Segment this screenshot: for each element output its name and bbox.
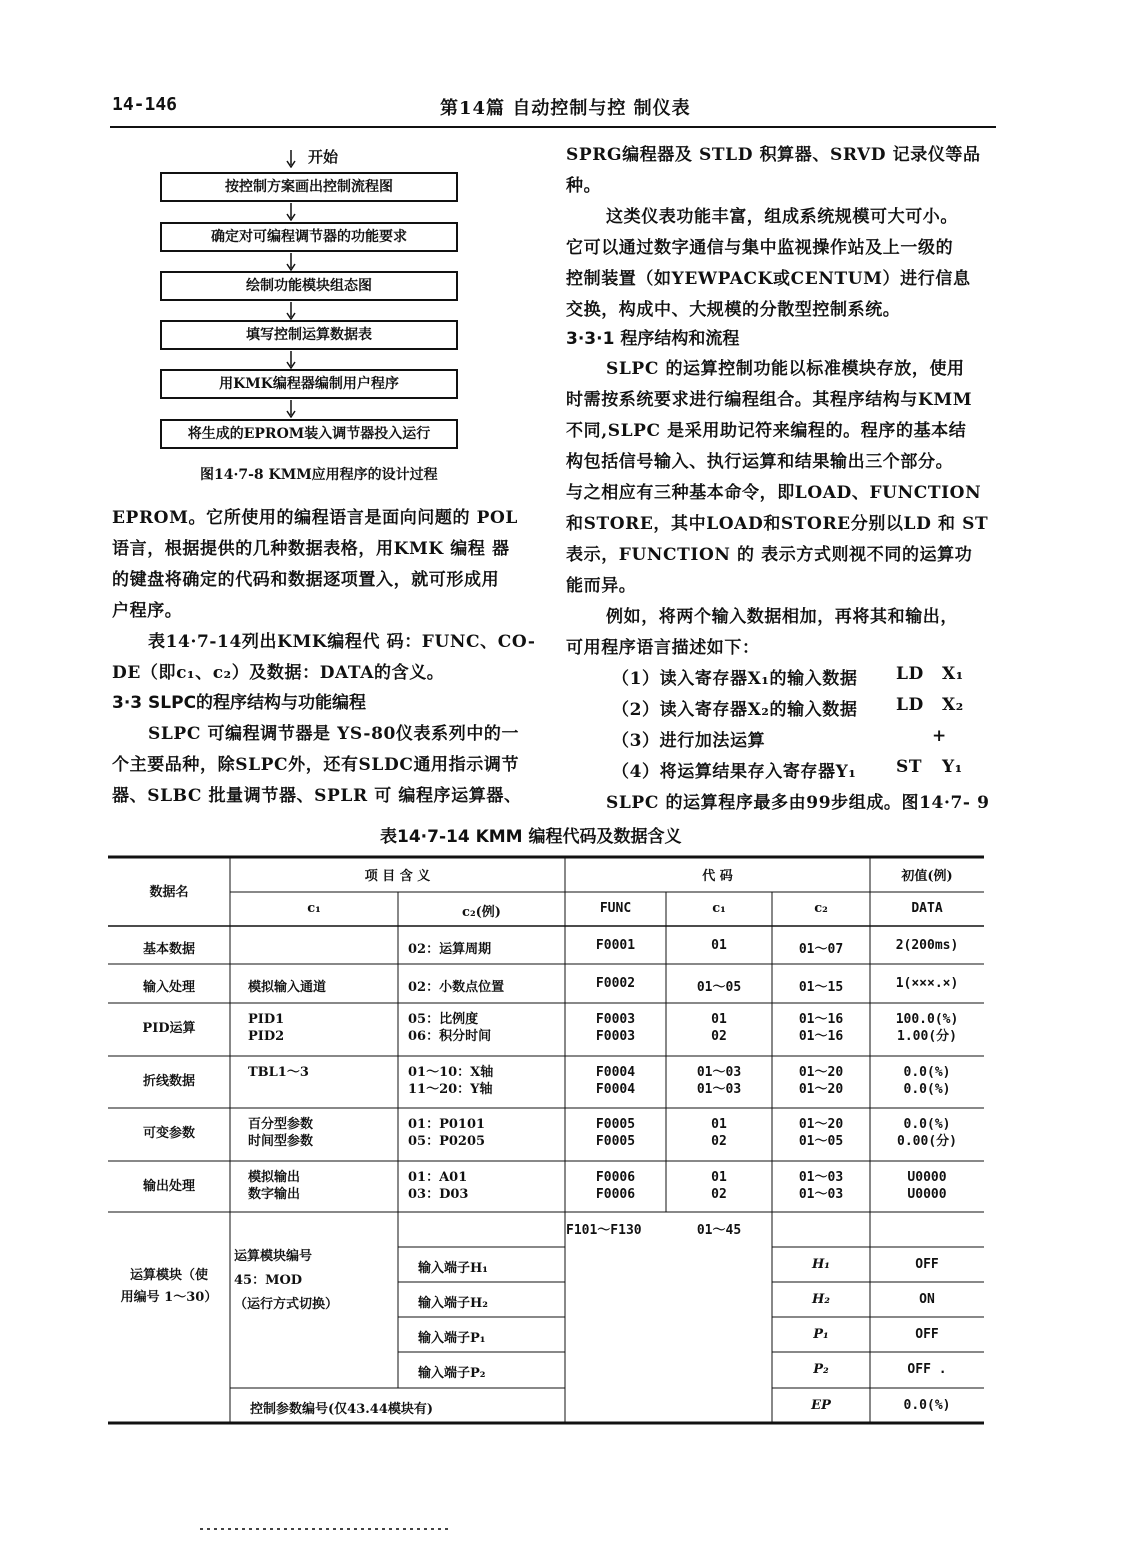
arrow-down-icon — [285, 150, 297, 168]
text-line: 器、SLBC 批量调节器、SPLR 可 编程序运算器、 — [112, 786, 522, 806]
row-cc2: 01～07 — [798, 942, 844, 957]
text-line: 这类仪表功能丰富，组成系统规模可大可小。 — [606, 207, 958, 227]
text-line: 表示，FUNCTION 的 表示方式则视不同的运算功 — [566, 545, 973, 565]
terminal-label: 输入端子P₁ — [418, 1331, 486, 1346]
flowchart-start: 开始 — [308, 148, 339, 166]
row-cc2: 01～16 01～16 — [798, 1012, 844, 1044]
text-line: 可用程序语言描述如下： — [566, 638, 760, 658]
row-data: 0.0(%) 0.00(分) — [897, 1117, 957, 1149]
terminal-code: P₁ — [813, 1327, 829, 1342]
row-cc2: 01～20 01～20 — [798, 1065, 844, 1097]
header-rule — [110, 126, 996, 128]
col-header-cc1: c₁ — [712, 901, 726, 916]
col-header-meaning: 项 目 含 义 — [364, 869, 431, 884]
row-func: F0004 F0004 — [595, 1065, 636, 1097]
row-c1: PID1 PID2 — [248, 1012, 285, 1044]
row-cc2: 01～20 01～05 — [798, 1117, 844, 1149]
figure-caption: 图14·7-8 KMM应用程序的设计过程 — [200, 467, 438, 483]
row-name: PID运算 — [142, 1021, 196, 1036]
row-cc1: 01 02 — [711, 1012, 727, 1044]
arrow-down-icon — [285, 400, 297, 418]
row-cc1: 01 02 — [711, 1170, 727, 1202]
row-name: 基本数据 — [142, 942, 195, 957]
terminal-label: 输入端子H₂ — [418, 1296, 488, 1311]
text-line: 户程序。 — [112, 601, 183, 621]
text-line: 表14·7-14列出KMK编程代 码：FUNC、CO- — [148, 632, 536, 652]
row-func: F0002 — [595, 976, 636, 991]
text-line: 控制装置（如YEWPACK或CENTUM）进行信息 — [566, 269, 971, 289]
row-data: 0.0(%) 0.0(%) — [903, 1065, 951, 1097]
subsection-heading: 3·3·1 程序结构和流程 — [566, 329, 740, 349]
program-step-arg: Y₁ — [942, 757, 963, 777]
col-header-data: DATA — [911, 901, 943, 916]
row-cc1: 01～03 01～03 — [696, 1065, 742, 1097]
row-c2: 02：小数点位置 — [408, 980, 505, 995]
row-data: 1(×××.×) — [895, 976, 959, 991]
arrow-down-icon — [285, 302, 297, 320]
text-line: 个主要品种，除SLPC外，还有SLDC通用指示调节 — [112, 755, 520, 775]
program-step-op: LD — [896, 664, 924, 684]
text-line: 与之相应有三种基本命令，即LOAD、FUNCTION — [566, 483, 982, 503]
flowchart-step-4: 填写控制运算数据表 — [160, 320, 458, 350]
row-func: F0006 F0006 — [595, 1170, 636, 1202]
row-c1: 百分型参数 时间型参数 — [248, 1117, 314, 1149]
row-name: 输出处理 — [142, 1179, 195, 1194]
row-c2: 01：A01 03：D03 — [408, 1170, 469, 1202]
text-line: SPRG编程器及 STLD 积算器、SRVD 记录仪等品 — [566, 145, 981, 165]
text-line: SLPC 的运算程序最多由99步组成。图14·7- 9 — [606, 793, 990, 813]
section-heading: 3·3 SLPC的程序结构与功能编程 — [112, 693, 367, 713]
text-line: 和STORE，其中LOAD和STORE分别以LD 和 ST — [566, 514, 989, 534]
text-line: 它可以通过数字通信与集中监视操作站及上一级的 — [566, 238, 954, 258]
module-name: 运算模块（使 用编号 1～30） — [120, 1268, 218, 1305]
module-cc1: 01～45 — [696, 1223, 742, 1238]
ep-code: EP — [811, 1398, 831, 1413]
program-step-arg: X₁ — [942, 664, 964, 684]
row-func: F0003 F0003 — [595, 1012, 636, 1044]
page-number: 14-146 — [112, 94, 178, 115]
col-header-c2ex: c₂(例) — [462, 905, 501, 920]
row-c2: 01～10：X轴 11～20：Y轴 — [408, 1065, 494, 1097]
row-cc1: 01～05 — [696, 980, 742, 995]
flowchart-step-6: 将生成的EPROM装入调节器投入运行 — [160, 419, 458, 449]
flowchart-step-5: 用KMK编程器编制用户程序 — [160, 369, 458, 399]
text-line: 不同,SLPC 是采用助记符来编程的。程序的基本结 — [566, 421, 967, 441]
section-title: 第14篇 自动控制与控 制仪表 — [440, 98, 691, 119]
row-func: F0005 F0005 — [595, 1117, 636, 1149]
terminal-code: H₁ — [812, 1257, 830, 1272]
row-data: 100.0(%) 1.00(分) — [895, 1012, 959, 1044]
arrow-down-icon — [285, 253, 297, 271]
terminal-code: P₂ — [813, 1362, 829, 1377]
col-header-cc2: c₂ — [814, 901, 828, 916]
program-step-op: ST — [896, 757, 923, 777]
text-line: EPROM。它所使用的编程语言是面向问题的 POL — [112, 508, 518, 528]
col-header-init: 初值(例) — [901, 869, 953, 884]
program-step-op: + — [932, 726, 947, 746]
flowchart-step-3: 绘制功能模块组态图 — [160, 271, 458, 301]
row-c1: TBL1～3 — [248, 1065, 309, 1080]
terminal-code: H₂ — [812, 1292, 830, 1307]
text-line: 构包括信号输入、执行运算和结果输出三个部分。 — [566, 452, 954, 472]
row-name: 折线数据 — [142, 1074, 195, 1089]
col-header-code: 代 码 — [702, 869, 733, 884]
col-header-name: 数据名 — [149, 885, 189, 900]
module-c1: 运算模块编号 45：MOD （运行方式切换） — [234, 1249, 339, 1312]
row-c1: 模拟输出 数字输出 — [248, 1170, 301, 1202]
row-c2: 01：P0101 05：P0205 — [408, 1117, 486, 1149]
arrow-down-icon — [285, 351, 297, 369]
text-line: 的键盘将确定的代码和数据逐项置入，就可形成用 — [112, 570, 500, 590]
program-step-desc: （1）读入寄存器X₁的输入数据 — [612, 669, 858, 689]
text-line: SLPC 可编程调节器是 YS-80仪表系列中的一 — [148, 724, 520, 744]
row-func: F0001 — [595, 938, 636, 953]
program-step-arg: X₂ — [942, 695, 964, 715]
program-step-op: LD — [896, 695, 924, 715]
text-line: 语言，根据提供的几种数据表格，用KMK 编程 器 — [112, 539, 510, 559]
text-line: DE（即c₁、c₂）及数据：DATA的含义。 — [112, 663, 445, 683]
program-step-desc: （3）进行加法运算 — [612, 731, 766, 751]
table-title: 表14·7-14 KMM 编程代码及数据含义 — [380, 827, 682, 847]
row-c2: 05：比例度 06：积分时间 — [408, 1012, 492, 1044]
terminal-label: 输入端子H₁ — [418, 1261, 488, 1276]
col-header-func: FUNC — [599, 901, 632, 916]
terminal-label: 输入端子P₂ — [418, 1366, 486, 1381]
scan-artifact — [200, 1528, 450, 1530]
text-line: 时需按系统要求进行编程组合。其程序结构与KMM — [566, 390, 973, 410]
text-line: 能而异。 — [566, 576, 637, 596]
terminal-data: OFF — [915, 1257, 939, 1272]
text-line: 交换，构成中、大规模的分散型控制系统。 — [566, 300, 901, 320]
code-table — [108, 855, 984, 1427]
terminal-data: ON — [919, 1292, 935, 1307]
terminal-data: OFF . — [907, 1362, 947, 1377]
row-cc2: 01～15 — [798, 980, 844, 995]
text-line: SLPC 的运算控制功能以标准模块存放，使用 — [606, 359, 965, 379]
flowchart-step-2: 确定对可编程调节器的功能要求 — [160, 222, 458, 252]
row-data: U0000 U0000 — [907, 1170, 947, 1202]
ep-data: 0.0(%) — [903, 1398, 951, 1413]
row-cc1: 01 02 — [711, 1117, 727, 1149]
control-param-label: 控制参数编号(仅43.44模块有) — [250, 1402, 434, 1417]
flowchart-step-1: 按控制方案画出控制流程图 — [160, 172, 458, 202]
text-line: 例如，将两个输入数据相加，再将其和输出， — [606, 607, 958, 627]
program-step-desc: （4）将运算结果存入寄存器Y₁ — [612, 762, 857, 782]
row-name: 可变参数 — [142, 1126, 195, 1141]
row-c2: 02：运算周期 — [408, 942, 492, 957]
row-cc2: 01～03 01～03 — [798, 1170, 844, 1202]
text-line: 种。 — [566, 176, 602, 196]
row-c1: 模拟输入通道 — [248, 980, 327, 995]
module-func: F101～F130 — [566, 1223, 642, 1238]
arrow-down-icon — [285, 203, 297, 221]
row-cc1: 01 — [711, 938, 727, 953]
row-data: 2(200ms) — [895, 938, 959, 953]
program-step-desc: （2）读入寄存器X₂的输入数据 — [612, 700, 858, 720]
row-name: 输入处理 — [142, 980, 195, 995]
terminal-data: OFF — [915, 1327, 939, 1342]
col-header-c1: c₁ — [307, 901, 321, 916]
